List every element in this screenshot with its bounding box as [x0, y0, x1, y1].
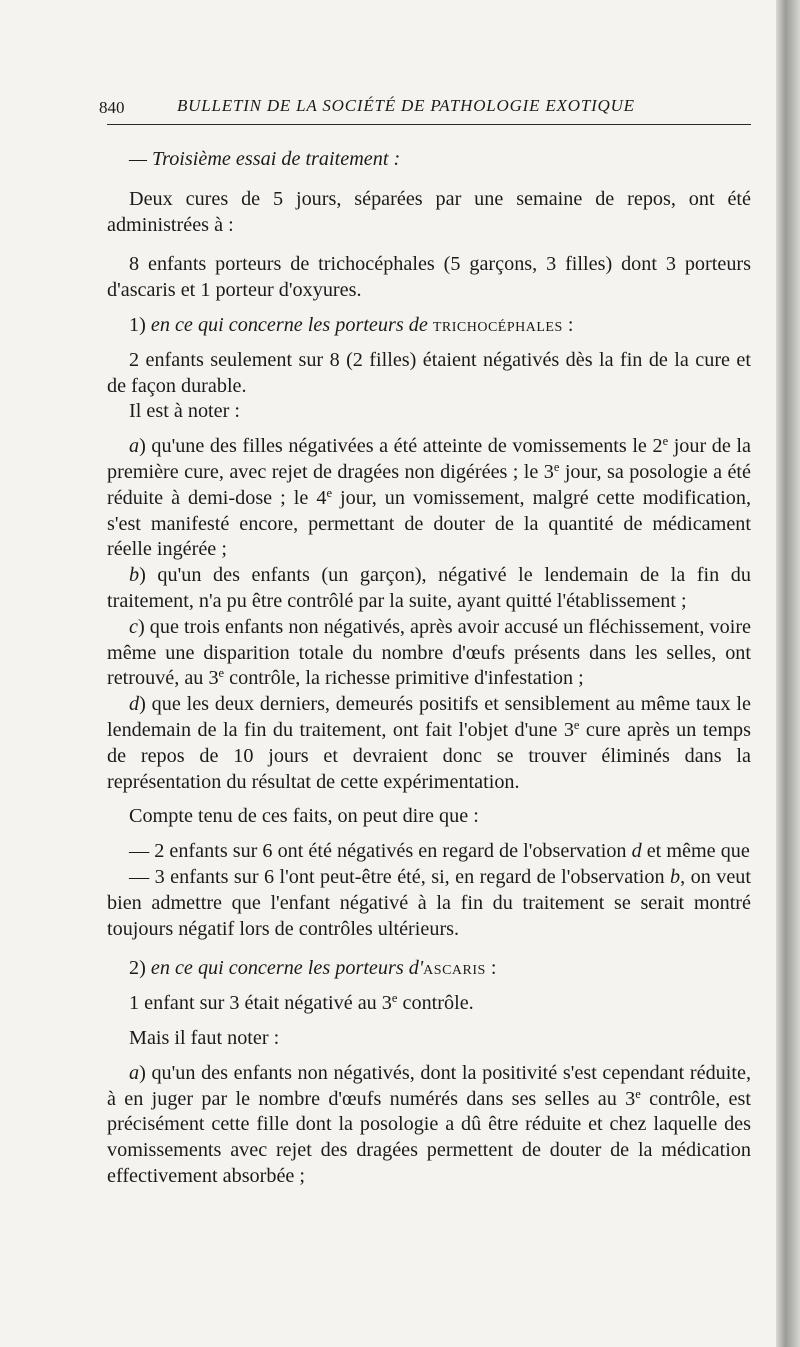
item-letter: c — [129, 615, 138, 638]
superscript: e — [218, 666, 225, 681]
section-heading: — Troisième essai de traitement : — [129, 148, 401, 170]
item-text: jour de la première cure, avec rejet de dragées non digérées ; le 3 — [107, 435, 751, 483]
item-text: contrôle, est précisément cette fille dont la posologie a dû être réduite et chez laquelle des vomissements avec rejet des dragées permettent de douter de la médication effectivement absorbée ; — [107, 1087, 751, 1187]
superscript: e — [326, 485, 333, 500]
subsection-number: 1) — [129, 313, 151, 336]
running-title: BULLETIN DE LA SOCIÉTÉ DE PATHOLOGIE EXOTIQUE — [177, 96, 635, 115]
item-text: ) qu'une des filles négativées a été atteinte de vomissements le 2 — [139, 435, 663, 458]
paragraph-text: — 2 enfants sur 6 ont été négativés en regard de l'observation — [129, 840, 632, 863]
paragraph: Mais il faut noter : — [129, 1026, 280, 1049]
paragraph-text: 1 enfant sur 3 était négativé au 3 — [129, 992, 392, 1015]
subsection-colon: : — [485, 957, 497, 980]
paragraph: Deux cures de 5 jours, séparées par une semaine de repos, ont été administrées à : — [107, 187, 751, 236]
subsection-keyword: trichocéphales — [432, 313, 563, 336]
subsection-heading — [107, 956, 751, 982]
observation-letter: d — [631, 840, 642, 863]
item-letter: d — [129, 693, 140, 716]
item-text: jour, sa posologie a été réduite à demi-dose ; le 4 — [107, 460, 751, 509]
subsection-heading — [107, 313, 751, 339]
page-edge-shadow — [776, 0, 800, 1347]
paragraph — [107, 839, 751, 865]
paragraph: Il est à noter : — [129, 400, 240, 423]
item-letter: a — [129, 435, 140, 458]
item-text: ) que les deux derniers, demeurés positifs et sensiblement au même taux le lendemain de la fin du traitement, ont fait l'objet d'une 3 — [107, 693, 751, 741]
superscript: e — [635, 1086, 641, 1101]
paragraph: 2 enfants seulement sur 8 (2 filles) étaient négativés dès la fin de la cure et de façon durable. — [107, 348, 751, 397]
subsection-text: en ce qui concerne les porteurs de — [150, 313, 433, 336]
paragraph-text: — 3 enfants sur 6 l'ont peut-être été, si, en regard de l'observation — [129, 865, 671, 888]
list-item-d — [107, 692, 751, 795]
paragraph — [107, 991, 751, 1017]
list-item-c — [107, 615, 751, 692]
item-text: jour, un vomissement, malgré cette modification, s'est manifesté encore, permettant de douter de la quantité de médicament réelle ingérée ; — [107, 486, 751, 561]
document-page — [99, 92, 751, 1190]
superscript: e — [662, 434, 669, 449]
paragraph-text: contrôle. — [397, 992, 474, 1015]
item-text: contrôle, la richesse primitive d'infestation ; — [224, 667, 584, 690]
paragraph: Compte tenu de ces faits, on peut dire que : — [129, 805, 479, 828]
list-item-a — [107, 434, 751, 563]
list-item-a — [107, 1061, 751, 1190]
paragraph-text: et même que — [641, 840, 750, 863]
item-text: cure après un temps de repos de 10 jours et devraient donc se trouver éliminés dans la représentation du résultat de cette expérimentation. — [107, 718, 751, 793]
observation-letter: b — [670, 865, 681, 888]
superscript: e — [553, 460, 560, 475]
subsection-number: 2) — [129, 957, 151, 980]
subsection-text: en ce qui concerne les porteurs d' — [150, 957, 424, 980]
item-text: ) qu'un des enfants (un garçon), négativé le lendemain de la fin du traitement, n'a pu être contrôlé par la suite, ayant quitté l'établissement ; — [107, 564, 751, 612]
page-header — [99, 92, 751, 125]
subsection-colon: : — [562, 313, 574, 336]
superscript: e — [391, 991, 398, 1006]
paragraph-text: , on veut bien admettre que l'enfant négativé à la fin du traitement se serait montré toujours négatif lors de contrôles ultérieurs. — [107, 865, 751, 940]
superscript: e — [573, 718, 580, 733]
list-item-b — [107, 563, 751, 615]
item-letter: a — [129, 1061, 140, 1084]
paragraph — [107, 865, 751, 942]
paragraph: 8 enfants porteurs de trichocéphales (5 garçons, 3 filles) dont 3 porteurs d'ascaris et 1 porteur d'oxyures. — [107, 253, 751, 302]
item-letter: b — [129, 564, 140, 587]
page-number: 840 — [99, 98, 125, 117]
body-text — [107, 147, 751, 1190]
subsection-keyword: ascaris — [423, 957, 486, 980]
item-text: ) qu'un des enfants non négativés, dont la positivité s'est cependant réduite, à en juger par le nombre d'œufs numérés dans ses selles au 3 — [107, 1061, 751, 1110]
item-text: ) que trois enfants non négativés, après avoir accusé un fléchissement, voire même une disparition totale du nombre d'œufs présents dans les selles, ont retrouvé, au 3 — [107, 615, 751, 690]
